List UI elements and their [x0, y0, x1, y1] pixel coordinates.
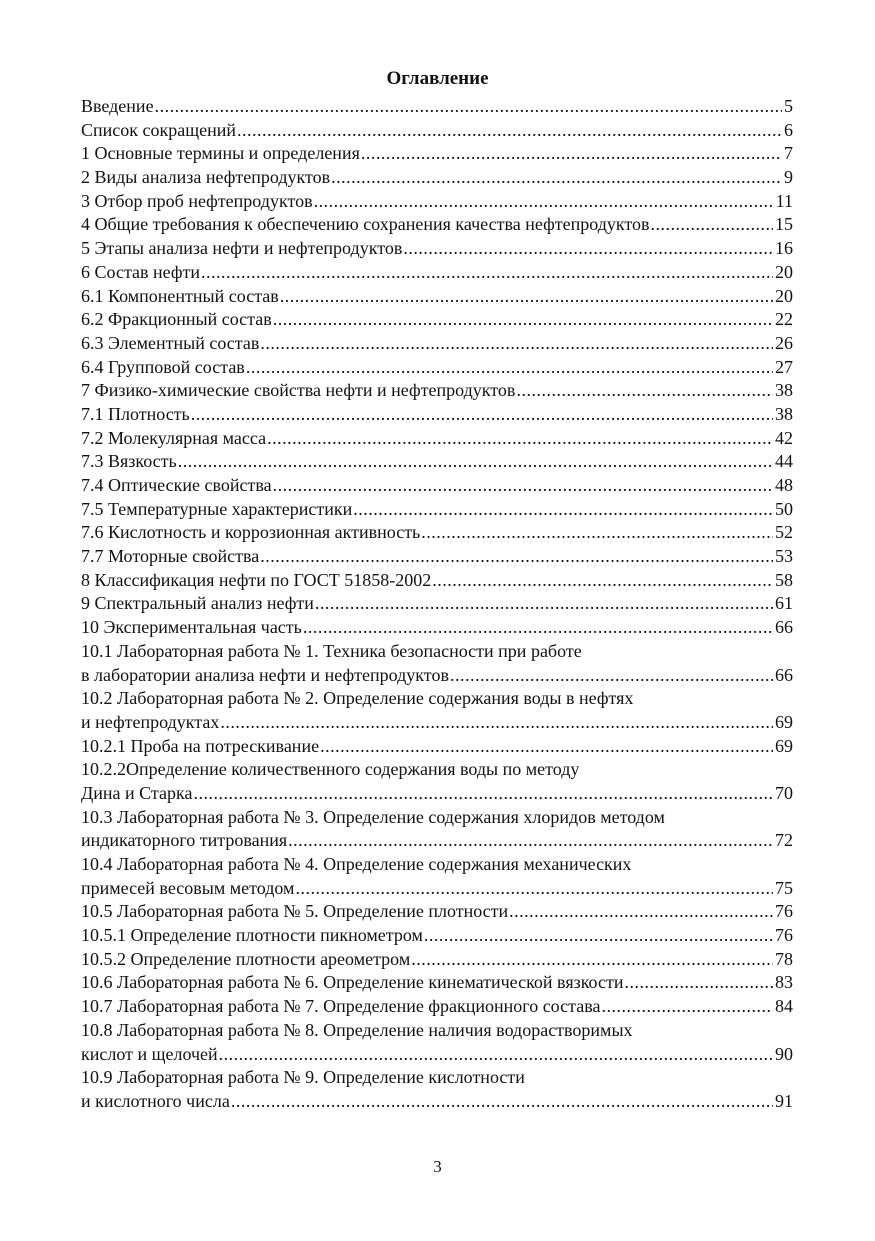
dot-leader: [509, 900, 773, 924]
toc-entry-page: 27: [775, 356, 793, 377]
toc-entry-label: 7.4 Оптические свойства: [81, 475, 272, 495]
toc-entry-page: 20: [775, 285, 793, 306]
page-number: 3: [433, 1157, 442, 1176]
toc-entry-label: 6.3 Элементный состав: [81, 332, 260, 353]
toc-entry-page: 58: [775, 569, 793, 590]
toc-entry-label: 10.5.1 Определение плотности пикнометром: [81, 925, 423, 946]
dot-leader: [295, 877, 773, 901]
dot-leader: [320, 735, 773, 759]
dot-leader: [315, 592, 773, 616]
toc-entry-label: 9 Спектральный анализ нефти: [81, 593, 314, 614]
toc-entry-page: 53: [775, 546, 793, 567]
toc-entry-page: 20: [775, 261, 793, 282]
dot-leader: [267, 427, 773, 451]
dot-leader: [273, 474, 773, 498]
toc-entry[interactable]: [81, 403, 793, 427]
toc-entry-label: 3 Отбор проб нефтепродуктов: [81, 190, 313, 211]
toc-entry-page: 15: [775, 214, 793, 235]
toc-entry-page: 5: [784, 96, 793, 116]
toc-entry[interactable]: [81, 356, 793, 380]
toc-entry[interactable]: [81, 308, 793, 332]
toc-entry-page: 69: [775, 711, 793, 732]
dot-leader: [280, 285, 773, 309]
toc-entry-label: 10.5.2 Определение плотности ареометром: [81, 948, 411, 969]
toc-entry-label: 10.5 Лабораторная работа № 5. Определение плотности: [81, 901, 509, 922]
toc-entry-label: в лаборатории анализа нефти и нефтепродуктов: [81, 664, 449, 685]
dot-leader: [191, 403, 773, 427]
toc-entry[interactable]: [81, 664, 793, 688]
toc-entry-label: 6.4 Групповой состав: [81, 356, 245, 377]
toc-entry-page: 83: [775, 972, 793, 993]
toc-entry-page: 66: [775, 617, 793, 638]
dot-leader: [432, 569, 773, 593]
toc-entry[interactable]: [81, 877, 793, 901]
dot-leader: [273, 308, 773, 332]
toc-entry-first-line: 10.4 Лабораторная работа № 4. Определение содержания механических: [81, 854, 632, 874]
toc-entry-label: 7.5 Температурные характеристики: [81, 498, 353, 519]
dot-leader: [260, 545, 773, 569]
toc-entry-label: 5 Этапы анализа нефти и нефтепродуктов: [81, 238, 403, 259]
toc-entry[interactable]: [81, 545, 793, 569]
toc-entry-label: Список сокращений: [81, 119, 236, 140]
toc-entry-page: 75: [775, 877, 793, 898]
toc-entry-page: 90: [775, 1043, 793, 1064]
toc-entry[interactable]: [81, 1043, 793, 1067]
toc-entry[interactable]: [81, 119, 793, 143]
dot-leader: [353, 498, 773, 522]
toc-entry-page: 42: [775, 427, 793, 448]
toc-entry[interactable]: [81, 142, 793, 166]
toc-entry[interactable]: [81, 782, 793, 806]
toc-entry[interactable]: [81, 829, 793, 853]
toc-entry-page: 52: [775, 522, 793, 543]
toc-entry[interactable]: [81, 711, 793, 735]
toc-entry[interactable]: [81, 213, 793, 237]
toc-entry-page: 91: [775, 1090, 793, 1111]
dot-leader: [421, 521, 773, 545]
toc-entry-page: 11: [775, 190, 793, 211]
toc-entry[interactable]: [81, 971, 793, 995]
toc-entry-label: 8 Классификация нефти по ГОСТ 51858-2002: [81, 569, 432, 590]
dot-leader: [424, 924, 773, 948]
toc-entry-label: и нефтепродуктах: [81, 711, 220, 732]
toc-entry[interactable]: [81, 616, 793, 640]
toc-entry-page: 6: [784, 119, 793, 140]
toc-entry[interactable]: [81, 592, 793, 616]
toc-entry-page: 70: [775, 782, 793, 803]
toc-entry-page: 61: [775, 593, 793, 614]
toc-entry[interactable]: [81, 924, 793, 948]
toc-entry-page: 84: [775, 996, 793, 1017]
toc-entry-label: Дина и Старка: [81, 782, 193, 803]
toc-entry-label: кислот и щелочей: [81, 1043, 218, 1064]
toc-entry-label: 7.1 Плотность: [81, 403, 190, 424]
toc-entry[interactable]: [81, 948, 793, 972]
dot-leader: [651, 213, 774, 237]
toc-entry[interactable]: [81, 1090, 793, 1114]
toc-entry-label: 1 Основные термины и определения: [81, 143, 360, 164]
toc-entry[interactable]: [81, 237, 793, 261]
toc-entry-label: индикаторного титрования: [81, 830, 288, 851]
toc-entry-label: 2 Виды анализа нефтепродуктов: [81, 167, 331, 188]
dot-leader: [237, 119, 782, 143]
toc-entry-label: 7.7 Моторные свойства: [81, 546, 260, 567]
toc-entry-first-line: 10.2 Лабораторная работа № 2. Определение содержания воды в нефтях: [81, 688, 634, 709]
toc-entry-page: 38: [775, 380, 793, 401]
toc-entry-page: 76: [775, 925, 793, 946]
toc-entry[interactable]: [81, 569, 793, 593]
toc-entry-page: 9: [784, 167, 793, 188]
toc-entry[interactable]: [81, 900, 793, 924]
toc-entry-label: 10.7 Лабораторная работа № 7. Определение фракционного состава: [81, 996, 601, 1017]
toc-entry-page: 72: [775, 830, 793, 851]
toc-entry-page: 66: [775, 664, 793, 685]
toc-entry[interactable]: [81, 166, 793, 190]
toc-entry-page: 38: [775, 403, 793, 424]
toc-entry-page: 69: [775, 735, 793, 756]
toc-entry-label: 6.1 Компонентный состав: [81, 285, 279, 306]
dot-leader: [288, 829, 773, 853]
toc-entry-label: и кислотного числа: [81, 1090, 230, 1111]
toc-entry[interactable]: [81, 190, 793, 214]
toc-entry[interactable]: [81, 995, 793, 1019]
dot-leader: [624, 971, 773, 995]
toc-entry-first-line: 10.3 Лабораторная работа № 3. Определение содержания хлоридов методом: [81, 806, 665, 827]
toc-entry-page: 22: [775, 309, 793, 330]
toc-entry[interactable]: [81, 332, 793, 356]
toc-entry-page: 44: [775, 451, 793, 472]
toc-entry-page: 16: [775, 238, 793, 259]
toc-entry-label: 4 Общие требования к обеспечению сохранения качества нефтепродуктов: [81, 214, 650, 235]
dot-leader: [155, 95, 782, 119]
dot-leader: [193, 782, 773, 806]
toc-entry[interactable]: [81, 474, 793, 498]
toc-entry-page: 76: [775, 901, 793, 922]
toc-entry[interactable]: [81, 450, 793, 474]
toc-entry-page: 26: [775, 332, 793, 353]
dot-leader: [601, 995, 773, 1019]
dot-leader: [231, 1090, 773, 1114]
toc-entry-label: 10.2.1 Проба на потрескивание: [81, 735, 320, 756]
toc-entry[interactable]: [81, 427, 793, 451]
toc-entry-label: 10.6 Лабораторная работа № 6. Определение кинематической вязкости: [81, 972, 624, 993]
toc-entry-label: 7.6 Кислотность и коррозионная активность: [81, 522, 421, 543]
toc-entry-page: 78: [775, 948, 793, 969]
dot-leader: [361, 142, 782, 166]
dot-leader: [260, 332, 773, 356]
toc-entry-page: 7: [784, 143, 793, 164]
toc-entry-label: 7.3 Вязкость: [81, 451, 177, 472]
dot-leader: [220, 711, 773, 735]
toc-entry-first-line: 10.9 Лабораторная работа № 9. Определение кислотности: [81, 1067, 525, 1088]
dot-leader: [178, 450, 773, 474]
toc-entry[interactable]: [81, 521, 793, 545]
dot-leader: [450, 664, 773, 688]
toc-entry-label: 7.2 Молекулярная масса: [81, 427, 267, 448]
dot-leader: [516, 379, 773, 403]
dot-leader: [219, 1043, 773, 1067]
dot-leader: [246, 356, 773, 380]
toc-entry-label: 10 Экспериментальная часть: [81, 617, 302, 638]
toc-entry-label: 6 Состав нефти: [81, 261, 201, 282]
toc-entry[interactable]: [81, 735, 793, 759]
toc-entry[interactable]: [81, 379, 793, 403]
toc-entry[interactable]: [81, 95, 793, 119]
dot-leader: [303, 616, 773, 640]
toc-entry-label: примесей весовым методом: [81, 877, 295, 898]
dot-leader: [314, 190, 774, 214]
toc-entry[interactable]: [81, 261, 793, 285]
toc-entry-label: 7 Физико-химические свойства нефти и нефтепродуктов: [81, 380, 516, 401]
toc-entry-page: 50: [775, 498, 793, 519]
toc-entry-label: Введение: [81, 96, 154, 116]
toc-title: Оглавление: [386, 68, 489, 89]
toc-entry-first-line: 10.8 Лабораторная работа № 8. Определение наличия водорастворимых: [81, 1019, 633, 1040]
table-of-contents: [81, 95, 793, 1114]
dot-leader: [411, 948, 773, 972]
toc-entry-page: 48: [775, 475, 793, 495]
dot-leader: [403, 237, 773, 261]
toc-entry[interactable]: [81, 285, 793, 309]
dot-leader: [201, 261, 773, 285]
toc-entry-label: 6.2 Фракционный состав: [81, 309, 272, 330]
toc-entry-first-line: 10.1 Лабораторная работа № 1. Техника безопасности при работе: [81, 640, 582, 661]
dot-leader: [331, 166, 782, 190]
toc-entry[interactable]: [81, 498, 793, 522]
toc-entry-first-line: 10.2.2Определение количественного содержания воды по методу: [81, 759, 580, 780]
